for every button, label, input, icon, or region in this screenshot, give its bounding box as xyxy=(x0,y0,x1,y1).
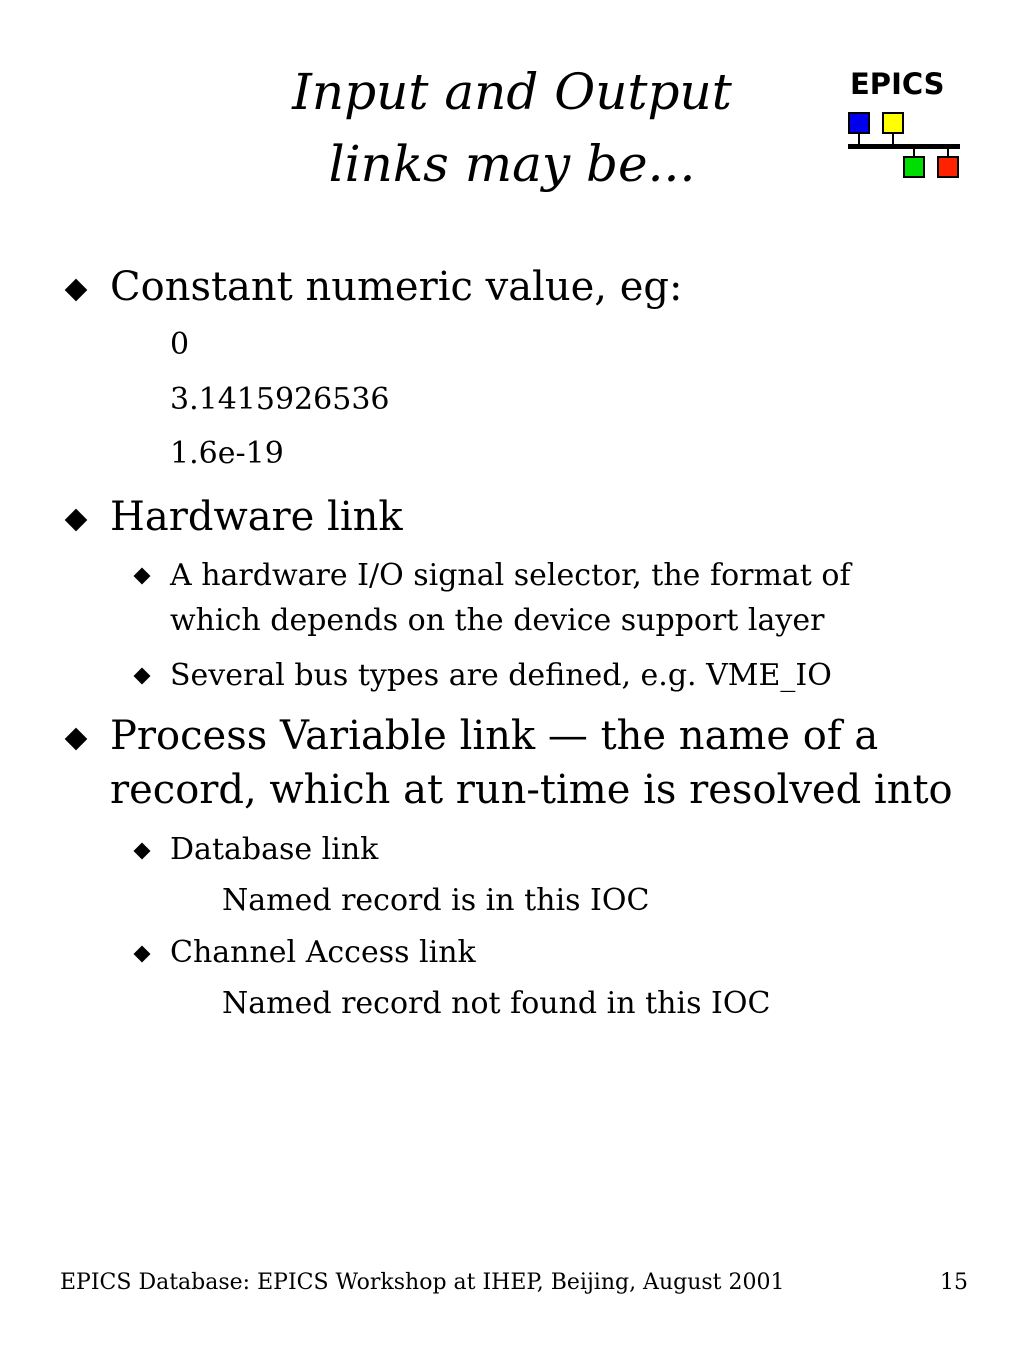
slide-title xyxy=(200,56,824,200)
slide-title-line-2: links may be... xyxy=(328,135,696,193)
bullet-diamond-icon xyxy=(65,728,88,751)
footer-text: EPICS Database: EPICS Workshop at IHEP, Beijing, August 2001 xyxy=(60,1270,785,1295)
bullet-diamond-icon xyxy=(65,509,88,532)
hardware-link-detail-line-2: which depends on the device support layer xyxy=(170,603,825,638)
sub-bullet-diamond-icon xyxy=(134,843,151,860)
epics-logo-text: EPICS xyxy=(850,67,945,101)
constant-value-item: 1.6e-19 xyxy=(170,436,284,471)
logo-red-square xyxy=(938,157,958,177)
sub-bullet-diamond-icon xyxy=(134,568,151,585)
channel-access-link-item: Channel Access link xyxy=(170,935,476,970)
logo-green-square xyxy=(904,157,924,177)
sub-bullet-diamond-icon xyxy=(134,668,151,685)
database-link-item: Database link xyxy=(170,832,379,867)
epics-network-icon xyxy=(848,112,964,182)
constant-value-item: 3.1415926536 xyxy=(170,382,390,417)
constant-value-item: 0 xyxy=(170,327,190,362)
page-number: 15 xyxy=(940,1270,968,1295)
logo-yellow-square xyxy=(883,113,903,133)
bullet-hardware-link: Hardware link xyxy=(110,494,403,540)
process-variable-link-line-1: Process Variable link — the name of a xyxy=(110,713,879,759)
logo-bus-line xyxy=(848,144,960,149)
database-link-note: Named record is in this IOC xyxy=(222,883,650,918)
bullet-constant-numeric: Constant numeric value, eg: xyxy=(110,264,683,310)
logo-blue-square xyxy=(849,113,869,133)
bullet-diamond-icon xyxy=(65,279,88,302)
epics-logo xyxy=(848,66,964,184)
hardware-link-detail-line-1: A hardware I/O signal selector, the format of xyxy=(170,558,851,593)
bus-types-detail: Several bus types are defined, e.g. VME_IO xyxy=(170,658,832,693)
slide-title-line-1: Input and Output xyxy=(292,63,732,121)
channel-access-link-note: Named record not found in this IOC xyxy=(222,986,771,1021)
process-variable-link-line-2: record, which at run-time is resolved into xyxy=(110,767,953,813)
sub-bullet-diamond-icon xyxy=(134,946,151,963)
